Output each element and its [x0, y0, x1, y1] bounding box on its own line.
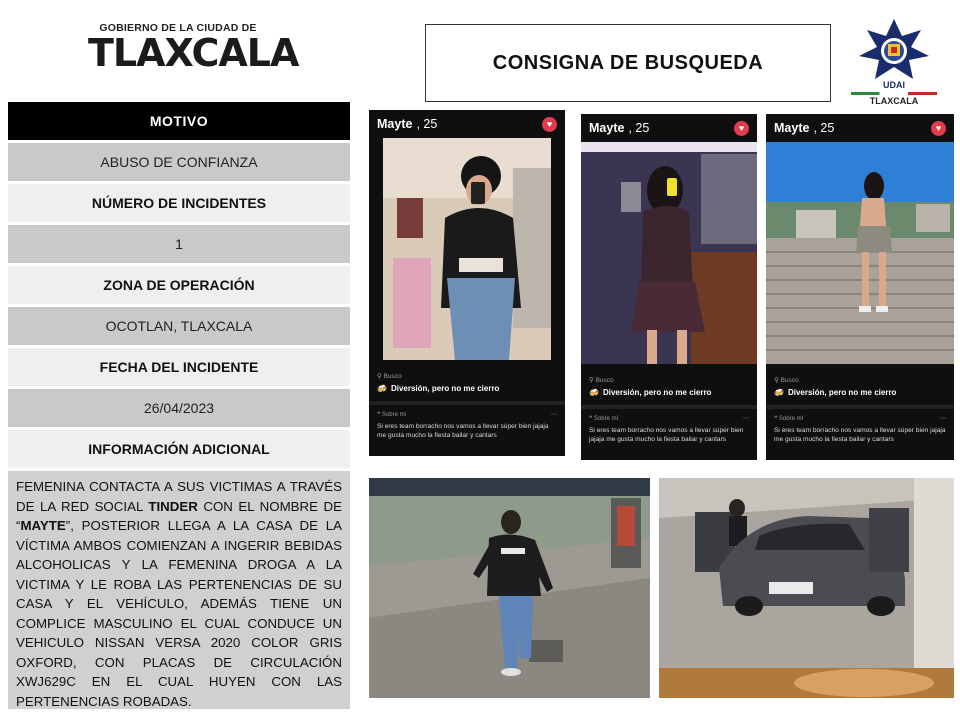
- more-icon[interactable]: ⋯: [743, 416, 749, 422]
- heart-icon[interactable]: ♥: [734, 121, 749, 136]
- desc-part-3: ”, POSTERIOR LLEGA A LA CASA DE LA VÍCTIMA AMBOS COMIENZAN A INGERIR BEBIDAS ALCOHOLICAS Y LA FEMENINA DROGA A LA VICTIMA Y LE ROBA LAS PERTENENCIAS DE SU CASA Y EL VEHÍCULO, ADEMÁS TIENE UN COMPLICE MASCULINO EL CUAL CONDUCE UN VEHICULO NISSAN VERSA 2020 COLOR GRIS OXFORD, CON PLACAS DE CIRCULACIÓN XWJ629C EN EL CUAL HUYEN CON LAS PERTENENCIAS ROBADAS.: [16, 518, 342, 709]
- sobre-label: [766, 411, 954, 424]
- city-wordmark: TLAXCALA: [88, 31, 299, 75]
- more-icon[interactable]: ⋯: [940, 416, 946, 422]
- profile-photo: [766, 142, 954, 364]
- profile-bio: Si eres team borracho nos vamos a llevar súper bien jajaja me gusta mucho la fiesta bailar y cantars: [774, 427, 946, 443]
- busco-text: Busco: [780, 377, 799, 384]
- udai-badge: [848, 18, 940, 110]
- profile-header: [766, 114, 954, 142]
- glasses-icon: 🍻: [589, 388, 599, 397]
- badge-unit: UDAI: [883, 80, 905, 90]
- title-box: [425, 24, 831, 102]
- cctv-still-vehicle: [659, 478, 954, 698]
- profile-header: [369, 110, 565, 138]
- profile-header: [581, 114, 757, 142]
- heart-icon[interactable]: ♥: [931, 121, 946, 136]
- star-badge-icon: [857, 18, 931, 80]
- gov-line: GOBIERNO DE LA CIUDAD DE: [99, 22, 257, 34]
- fecha-value: 26/04/2023: [8, 389, 350, 427]
- gov-logo: [88, 18, 299, 78]
- info-table: [8, 102, 350, 709]
- badge-city: TLAXCALA: [869, 96, 919, 106]
- page-title: CONSIGNA DE BUSQUEDA: [492, 51, 764, 74]
- quote-icon: ❝: [774, 416, 778, 422]
- zona-value: OCOTLAN, TLAXCALA: [8, 307, 350, 345]
- desc-part-1: FEMENINA CONTACTA A SUS VICTIMAS A TRAVÉS DE LA RED SOCIAL: [16, 479, 342, 514]
- incidentes-label: NÚMERO DE INCIDENTES: [8, 184, 350, 222]
- desc-mayte: MAYTE: [20, 518, 66, 533]
- motivo-label: MOTIVO: [8, 102, 350, 140]
- profile-tagline: [766, 386, 954, 403]
- heart-icon[interactable]: ♥: [542, 117, 557, 132]
- profile-tagline: [369, 382, 565, 399]
- profile-photo: [581, 142, 757, 364]
- busco-label: [766, 364, 954, 386]
- profile-name: Mayte: [774, 121, 810, 135]
- flag-bar: [851, 92, 937, 95]
- sobre-text: Sobre mí: [593, 416, 619, 422]
- profile-card: [369, 110, 565, 456]
- profile-age: , 25: [416, 117, 438, 131]
- profile-card: [581, 114, 757, 460]
- busco-text: Busco: [383, 373, 402, 380]
- incident-description: [8, 471, 350, 709]
- profile-photo: [383, 138, 551, 360]
- quote-icon: ❝: [377, 412, 381, 418]
- more-icon[interactable]: ⋯: [551, 412, 557, 418]
- divider: [369, 401, 565, 405]
- busco-label: [581, 364, 757, 386]
- search-icon: ⚲: [589, 377, 594, 384]
- fecha-label: FECHA DEL INCIDENTE: [8, 348, 350, 386]
- profile-name: Mayte: [377, 117, 413, 131]
- adicional-label: INFORMACIÓN ADICIONAL: [8, 430, 350, 468]
- sobre-label: [581, 411, 757, 424]
- desc-part-2: CON EL NOMBRE DE “: [16, 498, 342, 533]
- profile-age: , 25: [628, 121, 650, 135]
- glasses-icon: 🍻: [377, 384, 387, 393]
- tagline-text: Diversión, pero no me cierro: [787, 388, 897, 397]
- motivo-value: ABUSO DE CONFIANZA: [8, 143, 350, 181]
- incidentes-value: 1: [8, 225, 350, 263]
- desc-tinder: TINDER: [148, 498, 198, 514]
- sobre-text: Sobre mí: [381, 412, 407, 418]
- busco-text: Busco: [595, 377, 614, 384]
- tagline-text: Diversión, pero no me cierro: [390, 384, 500, 393]
- divider: [581, 405, 757, 409]
- sobre-label: [369, 407, 565, 420]
- sobre-text: Sobre mí: [778, 416, 804, 422]
- cctv-still-suspect: [369, 478, 650, 698]
- search-icon: ⚲: [774, 377, 779, 384]
- profile-card: [766, 114, 954, 460]
- zona-label: ZONA DE OPERACIÓN: [8, 266, 350, 304]
- profile-name: Mayte: [589, 121, 625, 135]
- profile-age: , 25: [813, 121, 835, 135]
- glasses-icon: 🍻: [774, 388, 784, 397]
- tagline-text: Diversión, pero no me cierro: [602, 388, 712, 397]
- divider: [766, 405, 954, 409]
- profile-bio: Si eres team borracho nos vamos a llevar súper bien jajaja me gusta mucho la fiesta bailar y cantars: [589, 427, 744, 443]
- busco-label: [369, 360, 565, 382]
- quote-icon: ❝: [589, 416, 593, 422]
- search-icon: ⚲: [377, 373, 382, 380]
- profile-tagline: [581, 386, 757, 403]
- profile-bio: Si eres team borracho nos vamos a llevar súper bien jajaja me gusta mucho la fiesta bailar y cantars: [377, 423, 549, 439]
